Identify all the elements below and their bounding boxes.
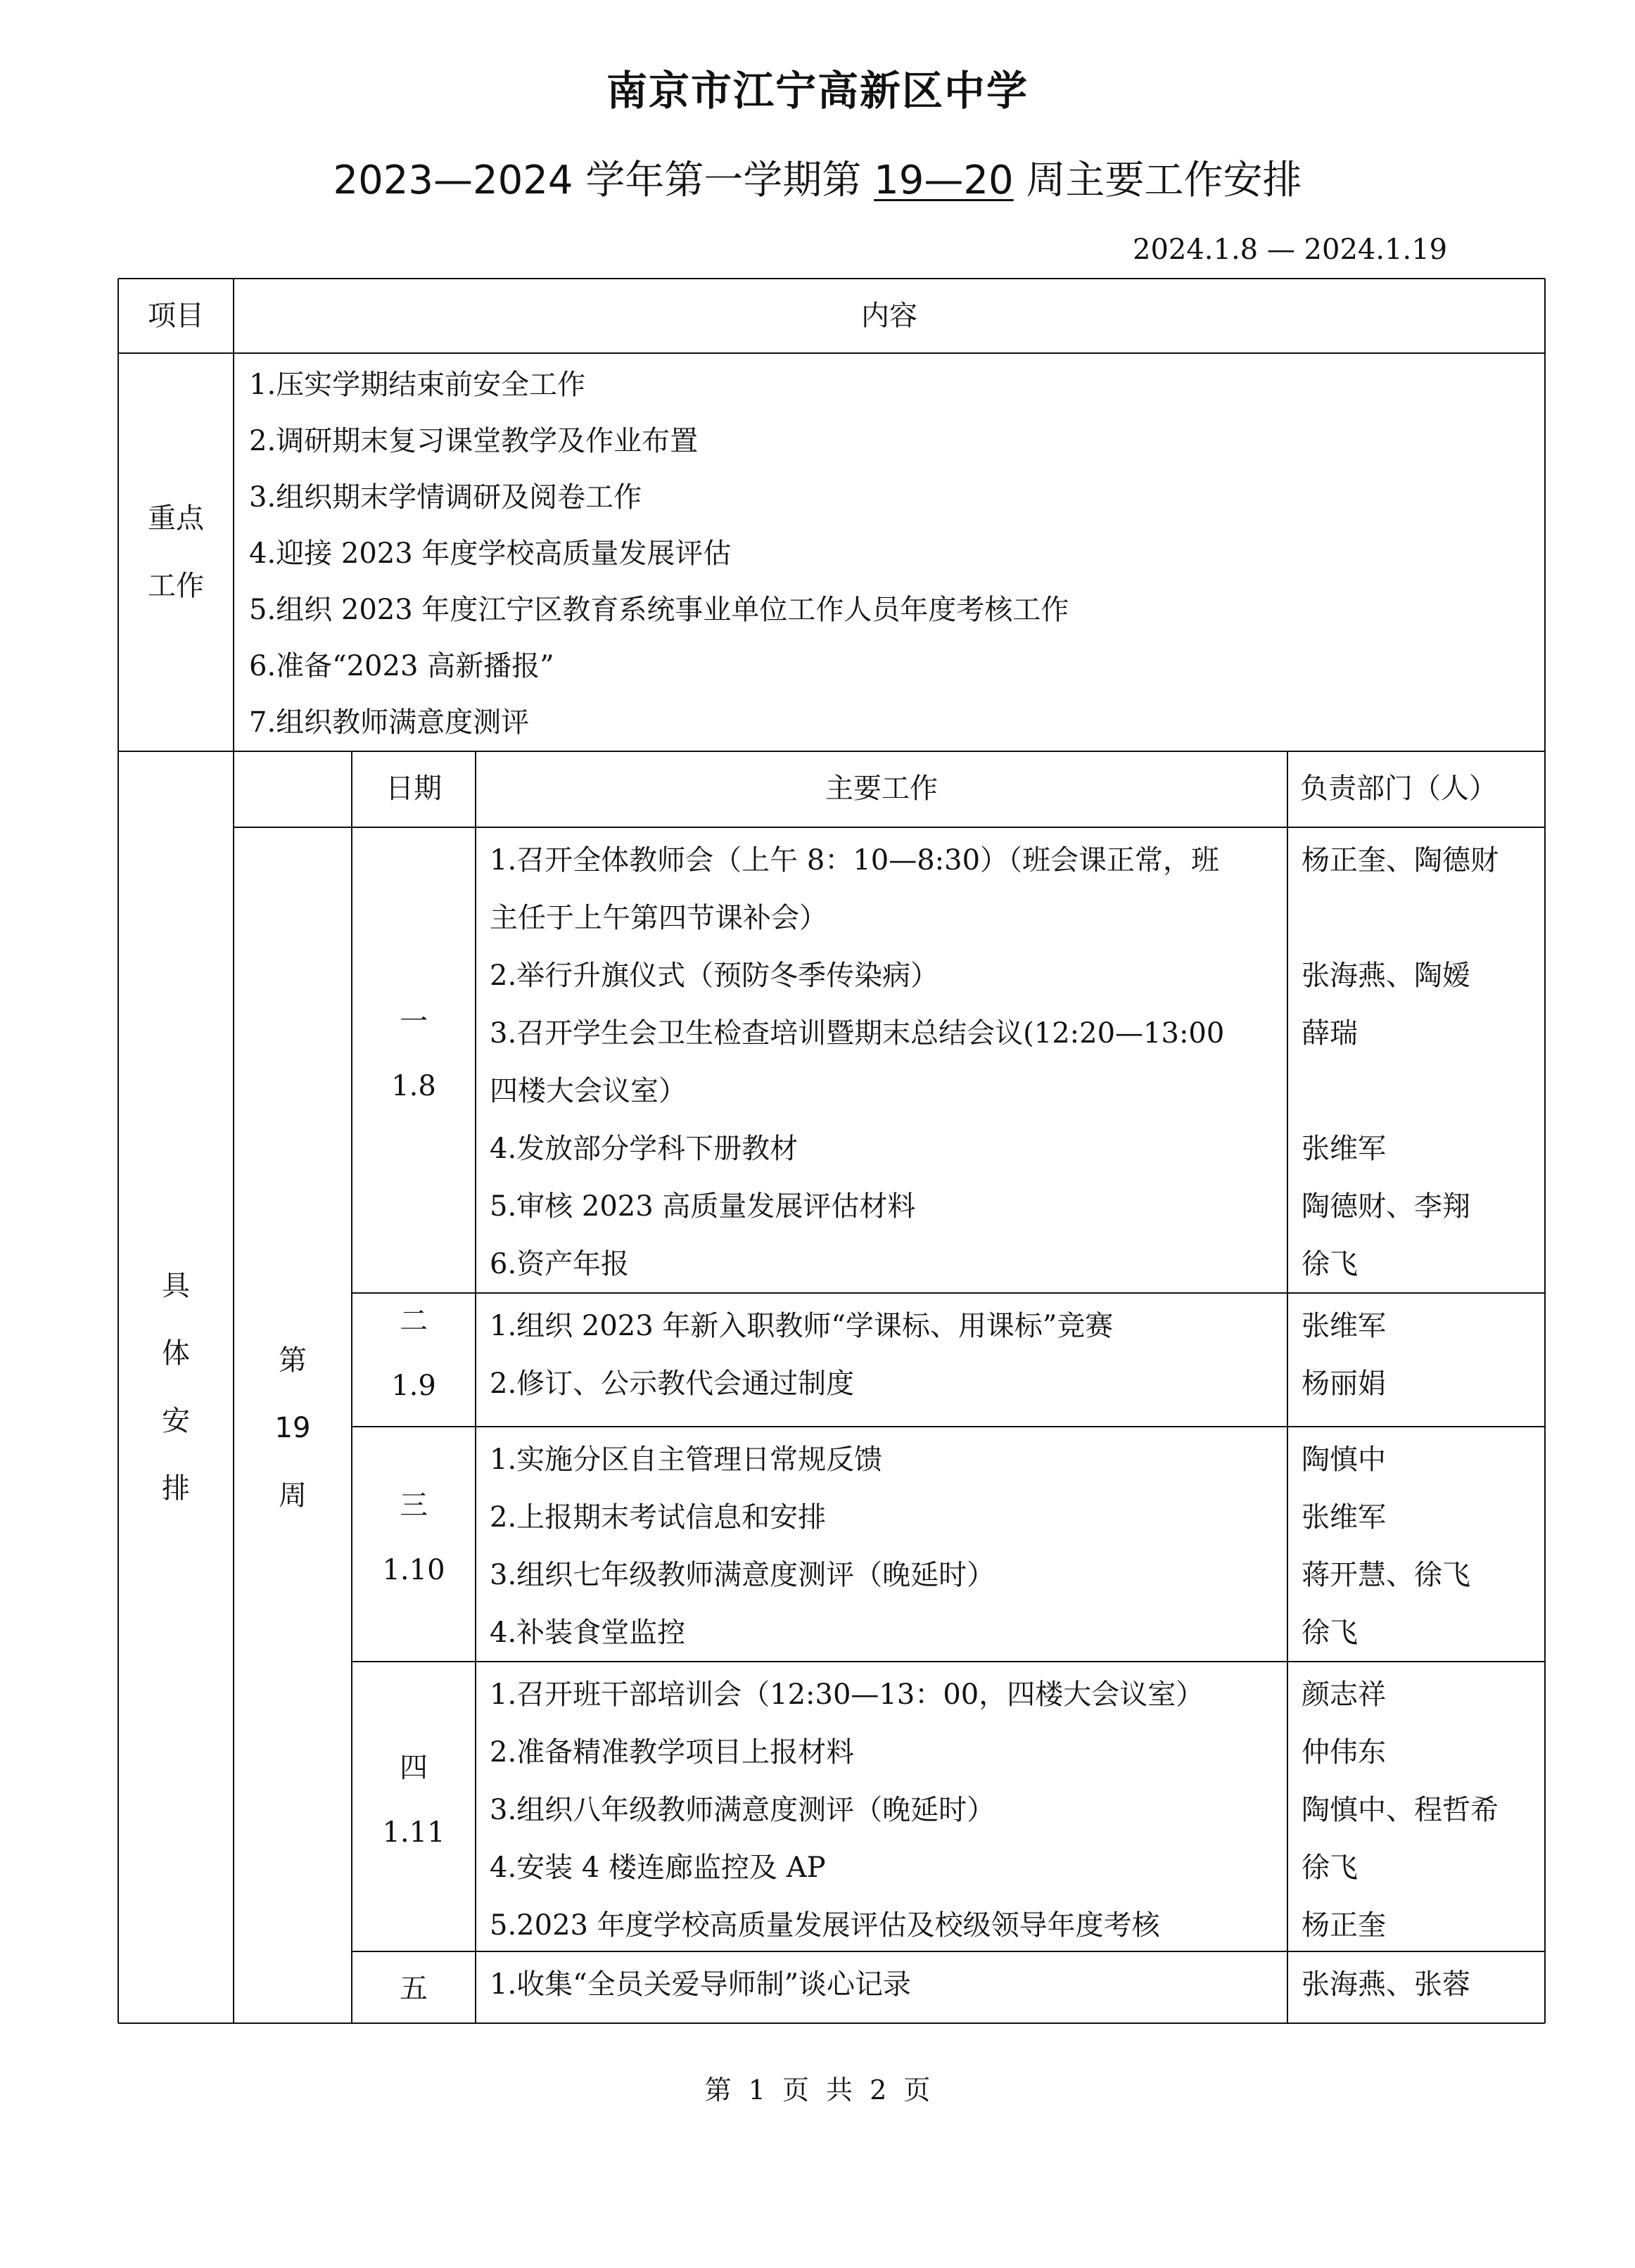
owner-item: 徐飞	[1302, 1617, 1358, 1649]
weekday-label: 四	[400, 1752, 428, 1784]
owner-item: 薛瑞	[1302, 1017, 1358, 1050]
key-work-item: 3.组织期末学情调研及阅卷工作	[249, 481, 642, 514]
task-item: 1.收集“全员关爱导师制”谈心记录	[490, 1968, 912, 2001]
table-rule	[234, 827, 1545, 828]
owner-item: 张维军	[1302, 1133, 1386, 1165]
date-range: 2024.1.8 — 2024.1.19	[1133, 234, 1448, 266]
owner-item: 仲伟东	[1302, 1736, 1386, 1769]
key-work-label	[118, 485, 234, 620]
owner-item: 蒋开慧、徐飞	[1302, 1559, 1470, 1591]
date-label: 1.10	[382, 1554, 445, 1586]
week-label-char: 19	[274, 1412, 311, 1444]
owner-item: 徐飞	[1302, 1248, 1358, 1280]
key-work-item: 7.组织教师满意度测评	[249, 706, 530, 739]
column-header-date: 日期	[386, 772, 442, 805]
column-header-owner: 负责部门（人）	[1300, 772, 1497, 805]
key-work-item: 6.准备“2023 高新播报”	[249, 650, 554, 682]
task-item: 2.修订、公示教代会通过制度	[490, 1368, 855, 1400]
date-label: 1.9	[391, 1370, 436, 1402]
key-work-item: 2.调研期末复习课堂教学及作业布置	[249, 425, 699, 457]
owner-item: 陶慎中	[1302, 1444, 1386, 1476]
day-row-rule	[352, 1426, 1545, 1427]
key-work-item: 4.迎接 2023 年度学校高质量发展评估	[249, 537, 732, 570]
task-item: 5.2023 年度学校高质量发展评估及校级领导年度考核	[490, 1909, 1160, 1942]
owner-item: 张维军	[1302, 1310, 1386, 1342]
column-header-content: 内容	[861, 300, 917, 332]
title-suffix: 周主要工作安排	[1013, 158, 1302, 203]
task-item: 1.召开班干部培训会（12:30—13：00，四楼大会议室）	[490, 1678, 1204, 1711]
owner-item: 杨正奎	[1302, 1909, 1386, 1942]
title-prefix: 2023—2024 学年第一学期第	[333, 158, 874, 203]
owner-item: 张海燕、陶嫒	[1302, 960, 1470, 992]
weekday-label: 二	[400, 1305, 428, 1337]
task-item: 主任于上午第四节课补会）	[490, 902, 827, 934]
page-footer: 第 1 页 共 2 页	[704, 2075, 931, 2105]
weekday-label: 一	[400, 1005, 428, 1038]
detail-schedule-label-char: 体	[162, 1337, 190, 1370]
owner-item: 张维军	[1302, 1501, 1386, 1534]
key-work-label-char: 重点	[148, 502, 204, 535]
task-item: 4.安装 4 楼连廊监控及 AP	[490, 1852, 826, 1884]
owner-item: 徐飞	[1302, 1852, 1358, 1884]
school-name: 南京市江宁高新区中学	[606, 67, 1029, 115]
key-work-item: 5.组织 2023 年度江宁区教育系统事业单位工作人员年度考核工作	[249, 594, 1069, 626]
task-item: 1.召开全体教师会（上午 8：10—8:30）（班会课正常，班	[490, 844, 1220, 877]
owner-item: 杨正奎、陶德财	[1302, 844, 1499, 877]
task-item: 2.准备精准教学项目上报材料	[490, 1736, 855, 1769]
table-rule	[1287, 751, 1288, 2023]
owner-item: 杨丽娟	[1302, 1368, 1386, 1400]
table-top-rule	[118, 278, 1545, 279]
week-label-char: 周	[279, 1479, 307, 1512]
table-right-rule	[1544, 279, 1546, 2023]
weekday-label: 三	[400, 1489, 428, 1522]
task-item: 4.发放部分学科下册教材	[490, 1133, 799, 1165]
table-rule	[118, 352, 1545, 354]
key-work-item: 1.压实学期结束前安全工作	[249, 369, 586, 401]
week-label	[234, 1327, 352, 1529]
date-label: 1.8	[391, 1070, 436, 1102]
owner-item: 张海燕、张蓉	[1302, 1968, 1470, 2001]
weekday-label: 五	[400, 1973, 428, 2005]
task-item: 4.补装食堂监控	[490, 1617, 686, 1649]
task-item: 5.审核 2023 高质量发展评估材料	[490, 1190, 916, 1223]
title-weeks: 19—20	[874, 158, 1014, 203]
owner-item: 陶德财、李翔	[1302, 1190, 1470, 1223]
detail-schedule-label-char: 安	[162, 1405, 190, 1437]
task-item: 6.资产年报	[490, 1248, 630, 1280]
task-item: 1.组织 2023 年新入职教师“学课标、用课标”竞赛	[490, 1310, 1114, 1342]
task-item: 1.实施分区自主管理日常规反馈	[490, 1444, 883, 1476]
key-work-label-char: 工作	[148, 570, 204, 602]
task-item: 2.举行升旗仪式（预防冬季传染病）	[490, 960, 939, 992]
task-item: 3.组织八年级教师满意度测评（晚延时）	[490, 1794, 995, 1826]
table-bottom-rule	[118, 2022, 1545, 2024]
owner-item: 颜志祥	[1302, 1678, 1386, 1711]
detail-schedule-label-char: 排	[162, 1472, 190, 1505]
task-item: 3.召开学生会卫生检查培训暨期末总结会议(12:20—13:00	[490, 1017, 1225, 1050]
detail-schedule-label	[118, 1252, 234, 1522]
week-label-char: 第	[279, 1344, 307, 1377]
column-header-item: 项目	[148, 300, 204, 332]
column-header-work: 主要工作	[825, 772, 938, 805]
owner-item: 陶慎中、程哲希	[1302, 1794, 1499, 1826]
date-label: 1.11	[382, 1816, 445, 1849]
task-item: 2.上报期末考试信息和安排	[490, 1501, 827, 1534]
detail-schedule-label-char: 具	[162, 1270, 190, 1302]
task-item: 四楼大会议室）	[490, 1075, 687, 1107]
task-item: 3.组织七年级教师满意度测评（晚延时）	[490, 1559, 995, 1591]
